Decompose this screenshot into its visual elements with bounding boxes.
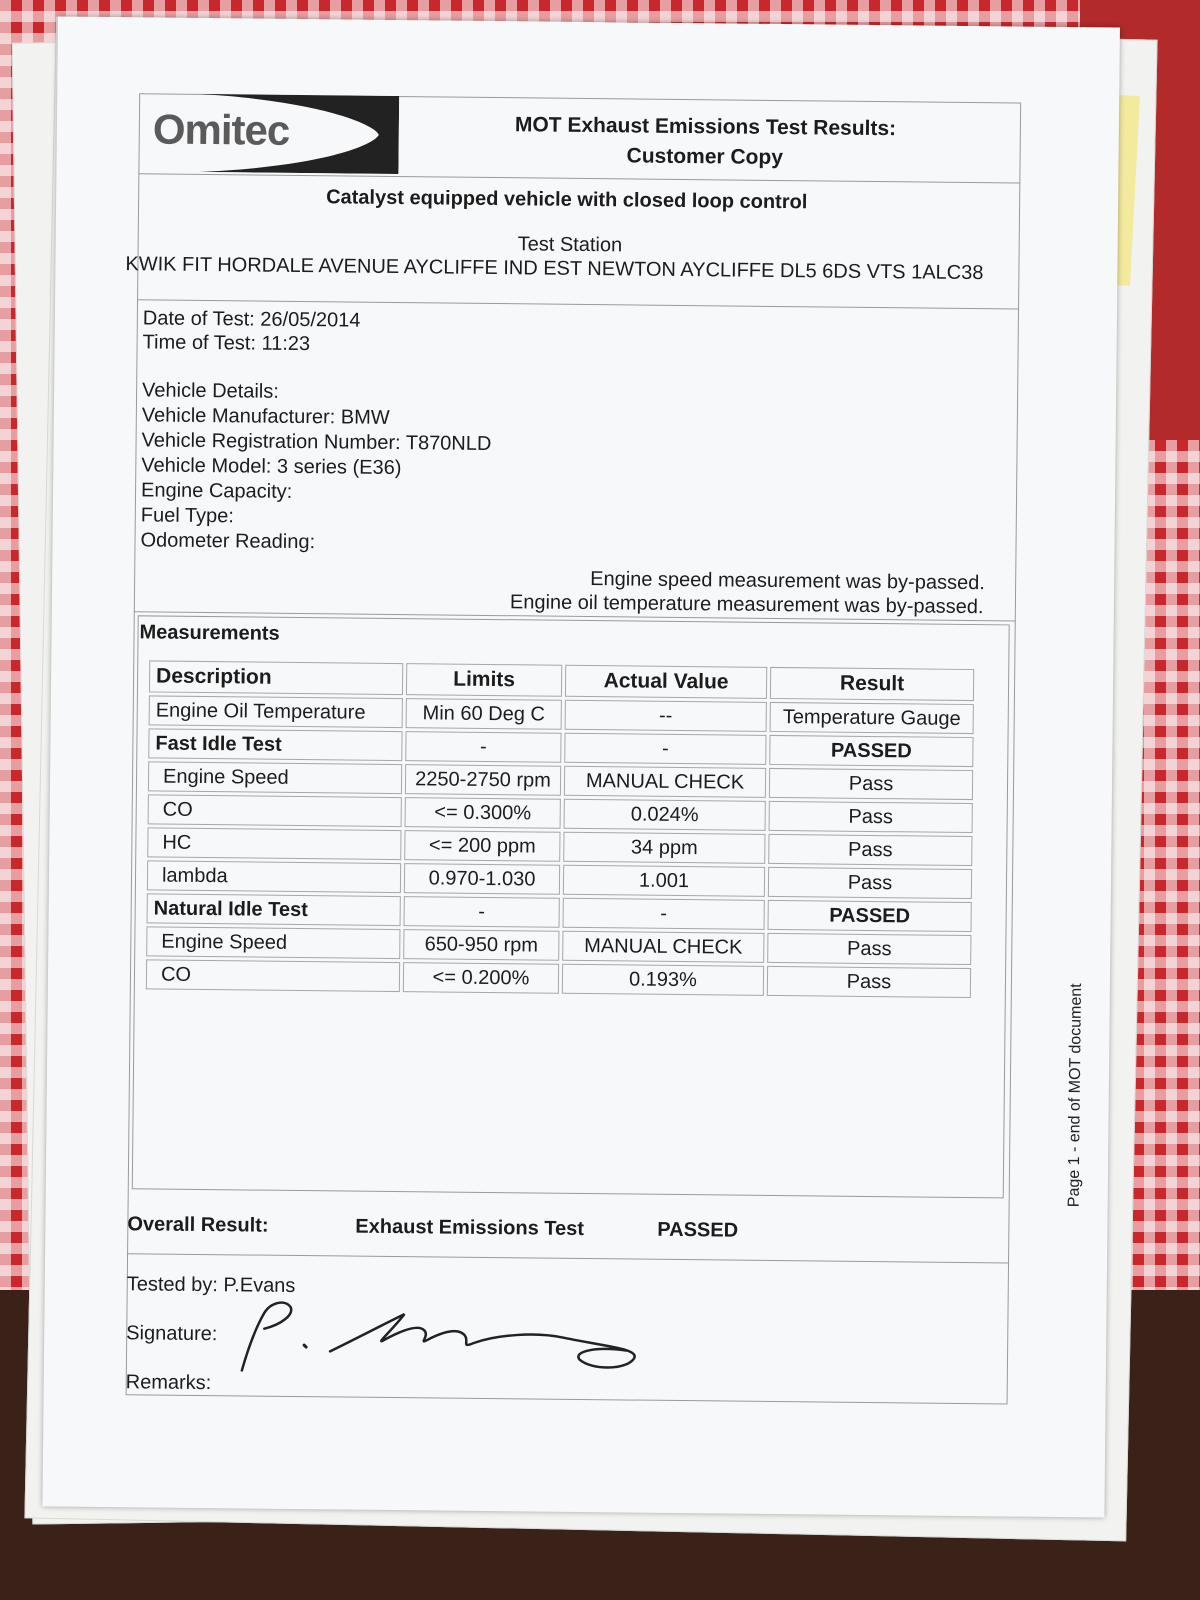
row-limits: - bbox=[404, 896, 560, 928]
row-result: PASSED bbox=[768, 900, 972, 932]
row-actual: MANUAL CHECK bbox=[564, 766, 766, 798]
row-actual: MANUAL CHECK bbox=[562, 931, 764, 963]
fuel-type: Fuel Type: bbox=[140, 504, 234, 528]
station-label: Test Station bbox=[517, 233, 623, 257]
test-time: Time of Test: 11:23 bbox=[142, 331, 311, 356]
row-result: Pass bbox=[768, 834, 972, 866]
row-actual: 1.001 bbox=[563, 865, 765, 897]
row-limits: Min 60 Deg C bbox=[406, 698, 562, 730]
row-description: lambda bbox=[147, 860, 401, 893]
row-limits: <= 0.300% bbox=[405, 797, 561, 829]
table-row bbox=[148, 761, 973, 800]
row-actual: -- bbox=[565, 700, 767, 732]
handwritten-signature bbox=[234, 1288, 655, 1382]
vehicle-registration: Vehicle Registration Number: T870NLD bbox=[141, 429, 492, 456]
row-limits: 650-950 rpm bbox=[403, 929, 559, 961]
table-row bbox=[147, 893, 972, 932]
row-description: Fast Idle Test bbox=[148, 728, 402, 761]
omitec-logo bbox=[138, 93, 399, 174]
row-result: Pass bbox=[767, 933, 971, 965]
row-actual: 34 ppm bbox=[563, 832, 765, 864]
test-date: Date of Test: 26/05/2014 bbox=[142, 307, 361, 332]
logo-text: Omitec bbox=[152, 105, 290, 154]
row-description: CO bbox=[146, 959, 400, 992]
overall-result-label: Overall Result: bbox=[127, 1213, 269, 1237]
row-actual: 0.024% bbox=[564, 799, 766, 831]
row-description: CO bbox=[148, 794, 402, 827]
row-limits: <= 0.200% bbox=[403, 962, 559, 994]
row-actual: - bbox=[564, 733, 766, 765]
measurements-heading: Measurements bbox=[139, 621, 280, 645]
odometer-reading: Odometer Reading: bbox=[140, 529, 316, 554]
vehicle-manufacturer: Vehicle Manufacturer: BMW bbox=[141, 404, 390, 429]
table-row bbox=[149, 695, 974, 734]
table-row bbox=[147, 827, 972, 866]
row-description: Engine Speed bbox=[146, 926, 400, 959]
row-limits: - bbox=[405, 731, 561, 763]
measurements-table bbox=[143, 657, 977, 1001]
row-result: Pass bbox=[767, 966, 971, 998]
row-result: Pass bbox=[769, 801, 973, 833]
remarks-label: Remarks: bbox=[125, 1371, 212, 1395]
row-result: Pass bbox=[768, 867, 972, 899]
station-address: KWIK FIT HORDALE AVENUE AYCLIFFE IND EST NEWTON AYCLIFFE DL5 6DS VTS 1ALC38 bbox=[125, 253, 984, 285]
row-description: Natural Idle Test bbox=[147, 893, 401, 926]
column-header: Actual Value bbox=[565, 665, 767, 699]
tested-by: Tested by: P.Evans bbox=[126, 1273, 296, 1297]
mot-document bbox=[42, 16, 1120, 1517]
vehicle-details-heading: Vehicle Details: bbox=[142, 379, 279, 403]
row-actual: 0.193% bbox=[562, 964, 764, 996]
vehicle-model: Vehicle Model: 3 series (E36) bbox=[141, 454, 402, 480]
vehicle-type: Catalyst equipped vehicle with closed loop control bbox=[326, 186, 808, 214]
column-header: Description bbox=[149, 660, 403, 695]
table-row bbox=[147, 860, 972, 899]
table-header-row bbox=[149, 660, 974, 701]
overall-test-name: Exhaust Emissions Test bbox=[355, 1215, 585, 1241]
row-actual: - bbox=[563, 898, 765, 930]
overall-result-value: PASSED bbox=[657, 1218, 739, 1242]
row-limits: 0.970-1.030 bbox=[404, 863, 560, 895]
row-result: PASSED bbox=[769, 735, 973, 767]
column-header: Limits bbox=[406, 663, 562, 697]
engine-speed-note: Engine speed measurement was by-passed. bbox=[590, 568, 985, 595]
row-description: HC bbox=[147, 827, 401, 860]
oil-temp-note: Engine oil temperature measurement was by-passed. bbox=[509, 591, 984, 619]
table-row bbox=[148, 794, 973, 833]
column-header: Result bbox=[770, 667, 974, 701]
table-row bbox=[146, 926, 971, 965]
document-subtitle: Customer Copy bbox=[626, 144, 784, 170]
table-row bbox=[148, 728, 973, 767]
row-limits: 2250-2750 rpm bbox=[405, 764, 561, 796]
document-title: MOT Exhaust Emissions Test Results: bbox=[514, 113, 897, 141]
row-limits: <= 200 ppm bbox=[404, 830, 560, 862]
row-description: Engine Speed bbox=[148, 761, 402, 794]
row-result: Temperature Gauge bbox=[770, 702, 974, 734]
row-description: Engine Oil Temperature bbox=[149, 695, 403, 728]
table-row bbox=[146, 959, 971, 998]
page-side-note: Page 1 - end of MOT document bbox=[1065, 983, 1085, 1208]
row-result: Pass bbox=[769, 768, 973, 800]
signature-label: Signature: bbox=[126, 1322, 218, 1346]
engine-capacity: Engine Capacity: bbox=[140, 479, 293, 503]
